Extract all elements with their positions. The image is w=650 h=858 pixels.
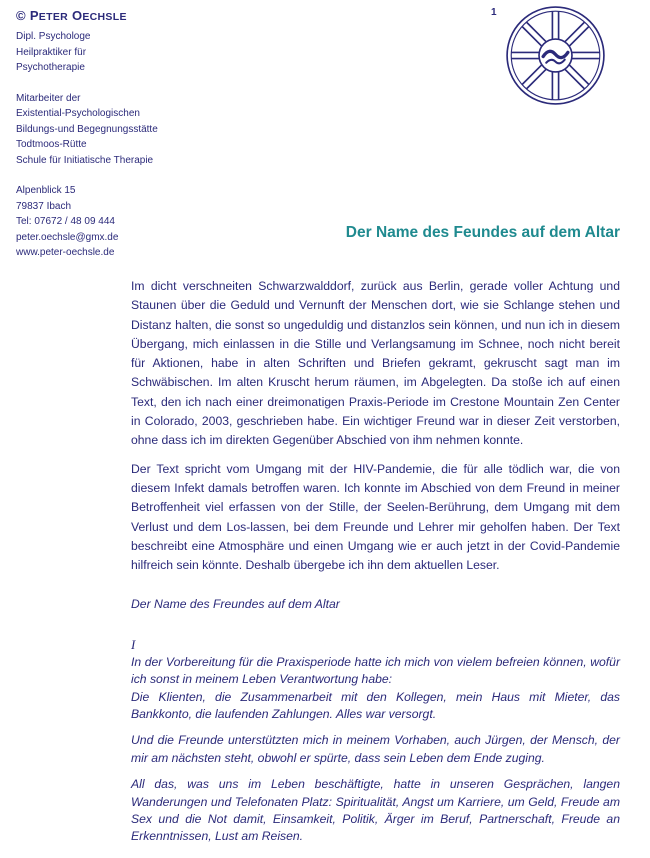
- address-email[interactable]: peter.oechsle@gmx.de: [16, 231, 119, 243]
- page-number: 1: [491, 7, 497, 18]
- affiliation-line: Bildungs-und Begegnungsstätte: [16, 123, 158, 135]
- poem-list-line: Die Klienten, die Zusammenarbeit mit den Kollegen, mein Haus mit Mieter, das Bankkonto, die laufenden Zahlungen. Alles war versorgt.: [131, 689, 620, 722]
- address-phone: Tel: 07672 / 48 09 444: [16, 216, 115, 227]
- credential-line: Psychotherapie: [16, 62, 85, 73]
- address-website[interactable]: www.peter-oechsle.de: [16, 247, 115, 258]
- wheel-logo-icon: [504, 4, 607, 107]
- credential-line: Dipl. Psychologe: [16, 31, 91, 42]
- affiliation-line: Existential-Psychologischen: [16, 108, 140, 119]
- affiliation-line: Schule für Initiatische Therapie: [16, 154, 154, 166]
- poem-title: Der Name des Freundes auf dem Altar: [131, 597, 340, 611]
- logo-wave: [543, 51, 568, 57]
- credential-line: Heilpraktiker für: [16, 46, 87, 58]
- document-title: Der Name des Feundes auf dem Altar: [345, 224, 620, 241]
- affiliation-line: Mitarbeiter der: [16, 92, 81, 104]
- author-name: © PETER OECHSLE: [16, 8, 127, 23]
- section-number: I: [131, 637, 136, 653]
- address-city: 79837 Ibach: [16, 200, 72, 212]
- copyright-symbol: ©: [16, 8, 26, 23]
- intro-text: [131, 277, 620, 584]
- affiliation-line: Todtmoos-Rütte: [16, 139, 87, 150]
- intro-paragraph: Im dicht verschneiten Schwarzwalddorf, zurück aus Berlin, gerade voller Achtung und Staunen über die Geduld und Vernunft der Menschen dort, wie sie Schlange stehen und Distanz halten, die sonst so ungeduldig und distanzlos sein können, und nun ich in diesem Übergang, mich einlassen in die Stille und Verlangsamung im Schnee, noch nicht bereit für Aktionen, habe in alten Schriften und Briefen gekramt, gekruscht sagt man im Schwäbischen. Im alten Kruscht herum räumen, im Abgelegten. Da stoße ich auf einen Text, den ich nach einer dreimonatigen Praxis-Periode im Crestone Mountain Zen Center in Colorado, 2003, geschrieben habe. Ein wichtiger Freund war in dieser Zeit verstorben, ohne dass ich im direkten Gegenüber Abschied von ihm nehmen konnte.: [131, 279, 620, 448]
- poem-paragraph: In der Vorbereitung für die Praxisperiode hatte ich mich von vielem befreien können, wofür ich sonst in meinem Leben Verantwortung habe: Die Klienten, die Zusammenarbeit mit den Kollegen, mein Haus mit Mieter, das Bankkonto, die laufenden Zahlungen. Alles war versorgt.: [131, 654, 620, 722]
- poem-section: [131, 596, 620, 855]
- logo-wave-small: [546, 60, 565, 64]
- wheel-logo-svg: [504, 4, 607, 107]
- letterhead: [16, 8, 216, 261]
- poem-paragraph: Und die Freunde unterstützten mich in meinem Vorhaben, auch Jürgen, der Mensch, der mir am nächsten steht, obwohl er spürte, dass sein Leben dem Ende zuging.: [131, 733, 620, 765]
- poem-paragraph: All das, was uns im Leben beschäftigte, hatte in unseren Gesprächen, langen Wanderungen und Telefonaten Platz: Spiritualität, Angst um Karriere, um Geld, Freude am Sex und die Not damit, Einsamkeit, Politik, Ärger im Beruf, Partnerschaft, Freude an Erkenntnissen, Lust am Reisen.: [131, 777, 620, 844]
- intro-paragraph: Der Text spricht vom Umgang mit der HIV-Pandemie, die für alle tödlich war, die von diesem Infekt damals betroffen waren. Ich konnte im Abschied von dem Freund in meiner Betroffenheit viel erfassen von der Stille, der Seelen-Berührung, dem Umgang mit dem Verlust und dem Los-lassen, bei dem Freunde und Lehrer mir geholfen haben. Der Text beschreibt eine Atmosphäre und einen Umgang wie er auch jetzt in der Covid-Pandemie hilfreich sein könnte. Deshalb übergebe ich ihn dem aktuellen Leser.: [131, 461, 620, 573]
- address-street: Alpenblick 15: [16, 185, 76, 196]
